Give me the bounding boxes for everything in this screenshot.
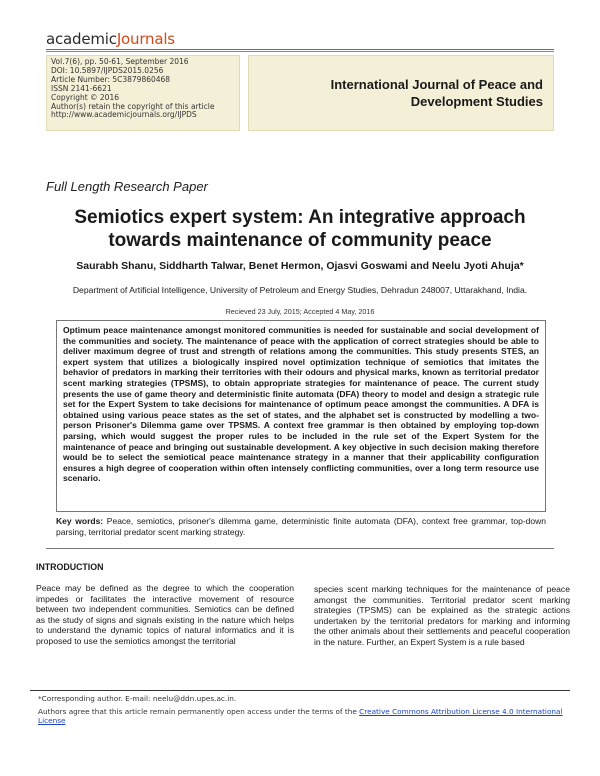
author-affiliation: Department of Artificial Intelligence, University of Petroleum and Energy Studies, Dehradun 248007, Uttarakhand, India. (72, 285, 528, 295)
journal-logo (46, 30, 175, 48)
paper-title: Semiotics expert system: An integrative approach towards maintenance of community peace (74, 207, 526, 251)
article-metadata-box (46, 55, 240, 131)
keywords-text: Peace, semiotics, prisoner's dilemma game, deterministic finite automata (DFA), context free grammar, top-down parsing, territorial predator scent marking strategy. (56, 516, 546, 537)
meta-copyright: Copyright © 2016 (51, 92, 120, 102)
header-rule (46, 49, 554, 50)
meta-article-number: Article Number: 5C3879860468 (51, 74, 171, 84)
journal-name: International Journal of Peace and Development Studies (330, 77, 543, 109)
keywords-label: Key words: (56, 516, 104, 526)
introduction-heading: INTRODUCTION (36, 562, 104, 572)
abstract-text: Optimum peace maintenance amongst monitored communities is needed for sustainable and social development of the communities and society. The maintenance of peace with the application of correct strategies should be able to deliver maximum degree of trust and strength of relations among the communities. This study presents STES, an expert system that utilizes a biologically inspired novel optimization technique of semiotics that imitates the behavior of predators in marking their territories with their odours and physical marks, known as territorial predator scent marking strategies (TPSMS), to obtain appropriate strategies for maintenance of peace. The current study presents the use of game theory and deterministic finite automata (DFA) theory to model and design a strategic rule set for the Expert System to take decisions for maintenance of optimum peace amongst the communities. A DFA is obtained using various peace states as the set of states, and the alphabet set is constructed by modelling a two-person Prisoner's Dilemma game over TPSMS. A context free grammar is then obtained by employing top-down parsing, which would suggest the proper rules to be included in the rule set of the Expert System for the maintenance of peace and bringing out sustainable development. A key objective in such decision making therefore would be to select the semiotical peace maintenance strategy in a manner that their applicability configuration ensures a high degree of cooperation within often intensely conflicting communities, over a long term resource use scenario. (63, 325, 539, 484)
footnote-divider (30, 690, 570, 691)
license-text: Authors agree that this article remain permanently open access under the terms of the (38, 707, 360, 716)
section-divider (46, 548, 554, 549)
corresponding-author-note: *Corresponding author. E-mail: neelu@ddn.upes.ac.in. (38, 694, 237, 703)
introduction-right-column: species scent marking techniques for the maintenance of peace amongst the communities. Territorial predator scent marking strategies (TPSMS) can be explained as the strategic actions undertaken by the territorial predators for marking and informing the other animals about their settlements and peaceful cooperation in the nature. Further, an Expert System is a rule based (314, 584, 570, 647)
received-date: Recieved 23 July, 2015; Accepted 4 May, 2016 (225, 307, 375, 316)
meta-rights: Author(s) retain the copyright of this article (51, 101, 215, 111)
logo-journals-text: Journals (116, 30, 175, 48)
paper-type: Full Length Research Paper (46, 179, 208, 194)
author-list: Saurabh Shanu, Siddharth Talwar, Benet Hermon, Ojasvi Goswami and Neelu Jyoti Ahuja* (76, 260, 524, 272)
logo-academic-text: academic (46, 30, 117, 48)
journal-name-box (248, 55, 554, 131)
meta-doi: DOI: 10.5897/IJPDS2015.0256 (51, 65, 164, 75)
keywords (56, 516, 546, 537)
header-rule-secondary (46, 51, 554, 52)
abstract-box (56, 320, 546, 512)
meta-url: http://www.academicjournals.org/IJPDS (51, 110, 197, 120)
license-link[interactable]: Creative Commons Attribution License 4.0 International License (38, 707, 563, 725)
license-note (38, 707, 568, 725)
meta-issn: ISSN 2141-6621 (51, 83, 112, 93)
introduction-left-column: Peace may be defined as the degree to which the cooperation impedes or facilitates the interactive movement of resource between two independent communities. Semiotics can be defined as the study of signs and signals existing in the nature which helps to understand the dynamic topics of natural informatics and it is proposed to use the semiotics amongst the territorial (36, 583, 294, 646)
meta-volume: Vol.7(6), pp. 50-61, September 2016 (51, 57, 189, 66)
